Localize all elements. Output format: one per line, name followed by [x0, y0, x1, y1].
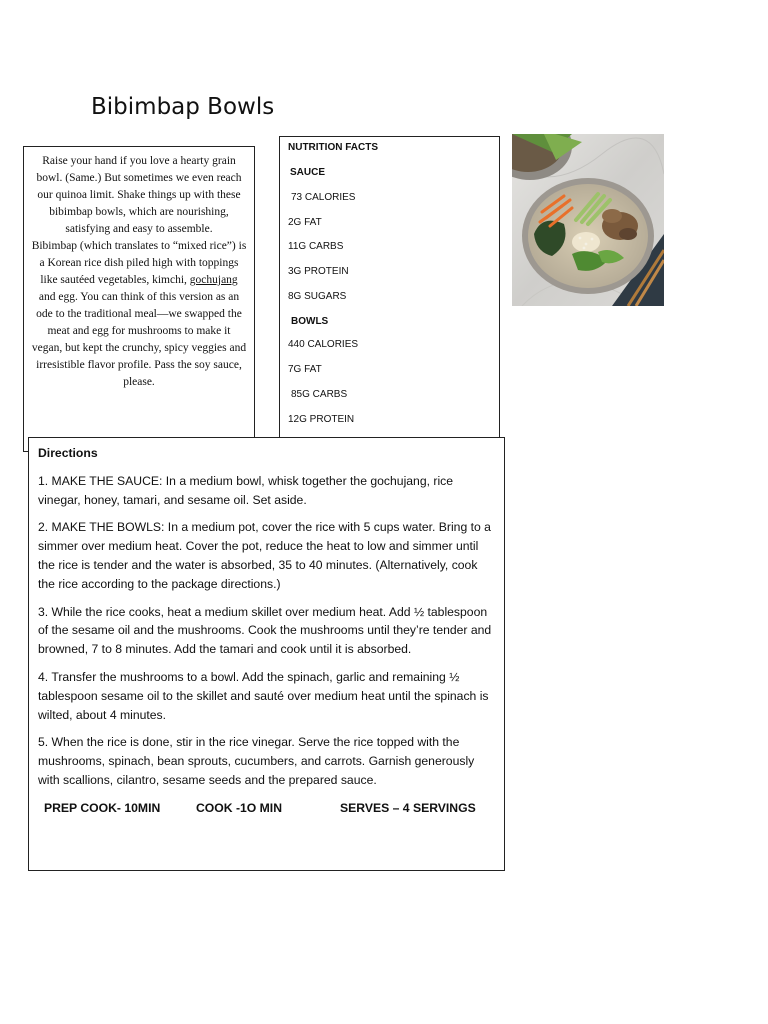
nutrition-heading: NUTRITION FACTS [288, 142, 378, 153]
bowls-protein: 12G PROTEIN [288, 414, 355, 425]
sauce-calories: 73 CALORIES [291, 192, 356, 203]
intro-paragraph-1: Raise your hand if you love a hearty grain bowl. (Same.) But sometimes we even reach our quinoa limit. Shake things up with these bibimbap bowls, which are nourishing, satisfying and easy to assemble. [36, 155, 242, 235]
sauce-protein: 3G PROTEIN [288, 266, 349, 277]
bowls-label: BOWLS [291, 316, 329, 327]
bowls-fat: 7G FAT [288, 364, 322, 375]
gochujang-underlined: gochujang [189, 274, 238, 286]
direction-step-5: 5. When the rice is done, stir in the rice vinegar. Serve the rice topped with the mushrooms, spinach, bean sprouts, cucumbers, and carrots. Garnish generously with scallions, cilantro, sesame seeds and the prepared sauce. [38, 735, 475, 787]
nutrition-facts-box [279, 136, 500, 440]
sauce-sugars: 8G SUGARS [288, 291, 347, 302]
intro-p2-text-a: Bibimbap (which translates to “mixed rice”) is a Korean rice dish piled high with toppings like sautéed vegetables, kimchi, [31, 240, 247, 286]
page-title: Bibimbap Bowls [91, 94, 275, 120]
intro-p2-text-b: and egg. You can think of this version as an ode to the traditional meal—we swapped the meat and egg for mushrooms to make it vegan, but kept the crunchy, spicy veggies and irresistible flavor profile. Pass the soy sauce, please. [31, 291, 247, 388]
intro-text-box [23, 146, 255, 452]
servings: SERVES – 4 SERVINGS [340, 800, 476, 815]
direction-step-1: 1. MAKE THE SAUCE: In a medium bowl, whisk together the gochujang, rice vinegar, honey, tamari, and sesame oil. Set aside. [38, 473, 454, 507]
bibimbap-photo [512, 134, 664, 306]
directions-box [28, 437, 505, 871]
direction-step-4: 4. Transfer the mushrooms to a bowl. Add the spinach, garlic and remaining ½ tablespoon sesame oil to the skillet and sauté over medium heat until the spinach is wilted, about 4 minutes. [38, 669, 489, 722]
sauce-carbs: 11G CARBS [288, 241, 344, 252]
intro-paragraph-2 [31, 238, 247, 391]
bowls-calories: 440 CALORIES [288, 339, 359, 350]
recipe-times [38, 799, 496, 818]
directions-heading: Directions [38, 446, 98, 460]
sauce-fat: 2G FAT [288, 217, 322, 228]
sauce-label: SAUCE [290, 167, 326, 178]
prep-time: PREP COOK- 10MIN [44, 800, 161, 815]
direction-step-2: 2. MAKE THE BOWLS: In a medium pot, cover the rice with 5 cups water. Bring to a simmer over medium heat. Cover the pot, reduce the heat to low and simmer until the rice is tender and the water is absorbed, 35 to 40 minutes. (Alternatively, cook the rice according to the package directions.) [38, 520, 491, 591]
cook-time: COOK -1O MIN [196, 800, 282, 815]
direction-step-3: 3. While the rice cooks, heat a medium skillet over medium heat. Add ½ tablespoon of the sesame oil and the mushrooms. Cook the mushrooms until they’re tender and browned, 7 to 8 minutes. Add the tamari and cook until it is absorbed. [38, 604, 492, 657]
bowls-carbs: 85G CARBS [291, 389, 348, 400]
